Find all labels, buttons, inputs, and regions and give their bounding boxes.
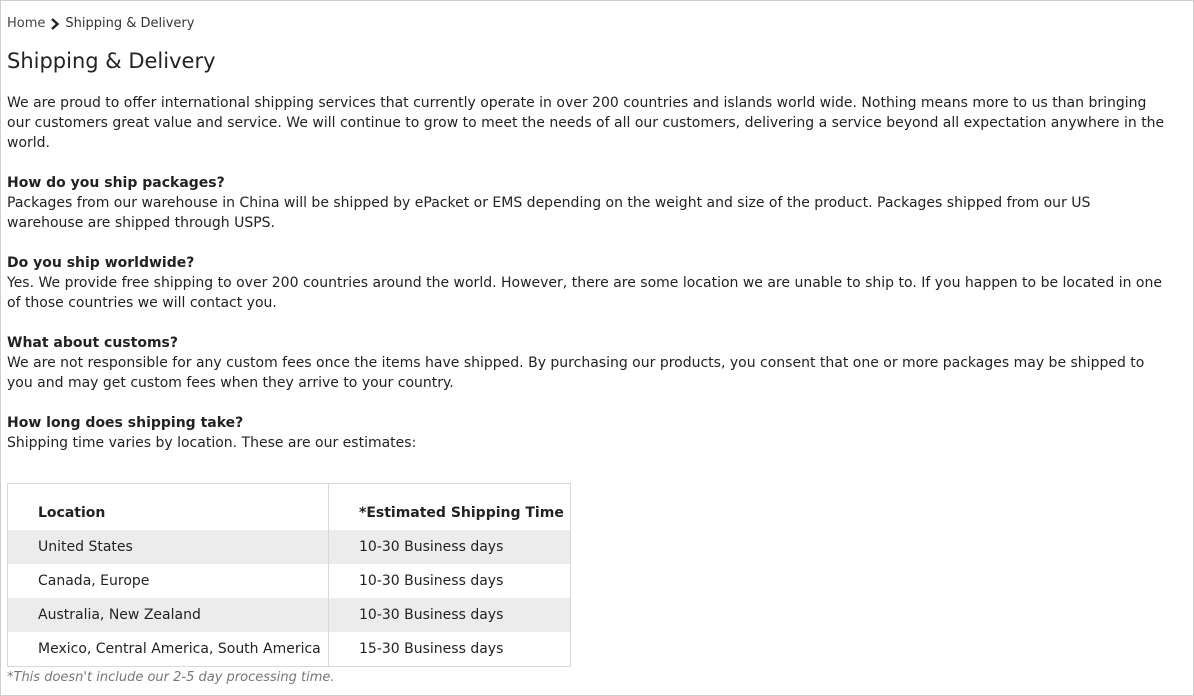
cell-estimated-time: 10-30 Business days (329, 598, 571, 632)
table-header-row (8, 484, 571, 530)
faq-question: What about customs? (7, 335, 178, 351)
cell-location: Australia, New Zealand (8, 598, 329, 632)
table-row (8, 564, 571, 598)
faq-answer: We are not responsible for any custom fees once the items have shipped. By purchasing our products, you consent that one or more packages may be shipped to you and may get custom fees when they arrive to your country. (7, 355, 1145, 391)
cell-location: Mexico, Central America, South America (8, 632, 329, 667)
faq-item-worldwide (7, 253, 1167, 313)
cell-estimated-time: 10-30 Business days (329, 530, 571, 564)
faq-answer: Shipping time varies by location. These are our estimates: (7, 435, 417, 451)
page-title: Shipping & Delivery (7, 49, 216, 73)
column-header-estimated-time: *Estimated Shipping Time (329, 484, 571, 530)
breadcrumb-current: Shipping & Delivery (65, 16, 195, 31)
table-row (8, 598, 571, 632)
faq-question: Do you ship worldwide? (7, 255, 195, 271)
column-header-location: Location (8, 484, 329, 530)
cell-location: Canada, Europe (8, 564, 329, 598)
chevron-right-icon (50, 18, 60, 30)
faq-answer: Yes. We provide free shipping to over 200 countries around the world. However, there are some location we are unable to ship to. If you happen to be located in one of those countries we will contact you. (7, 275, 1162, 311)
faq-answer: Packages from our warehouse in China will be shipped by ePacket or EMS depending on the weight and size of the product. Packages shipped from our US warehouse are shipped through USPS. (7, 195, 1091, 231)
faq-item-shipping-time (7, 413, 1167, 453)
processing-time-footnote: *This doesn't include our 2-5 day processing time. (7, 669, 335, 685)
table-row (8, 632, 571, 667)
shipping-time-table (7, 483, 571, 667)
content-body (7, 93, 1167, 687)
faq-item-customs (7, 333, 1167, 393)
table-row (8, 530, 571, 564)
intro-paragraph: We are proud to offer international shipping services that currently operate in over 200 countries and islands world wide. Nothing means more to us than bringing our customers great value and service. We will continue to grow to meet the needs of all our customers, delivering a service beyond all expectation anywhere in the world. (7, 95, 1165, 151)
faq-question: How do you ship packages? (7, 175, 225, 191)
faq-question: How long does shipping take? (7, 415, 244, 431)
breadcrumb (7, 15, 1187, 33)
breadcrumb-home-link[interactable]: Home (7, 16, 46, 31)
cell-location: United States (8, 530, 329, 564)
cell-estimated-time: 15-30 Business days (329, 632, 571, 667)
cell-estimated-time: 10-30 Business days (329, 564, 571, 598)
faq-item-how-ship (7, 173, 1167, 233)
